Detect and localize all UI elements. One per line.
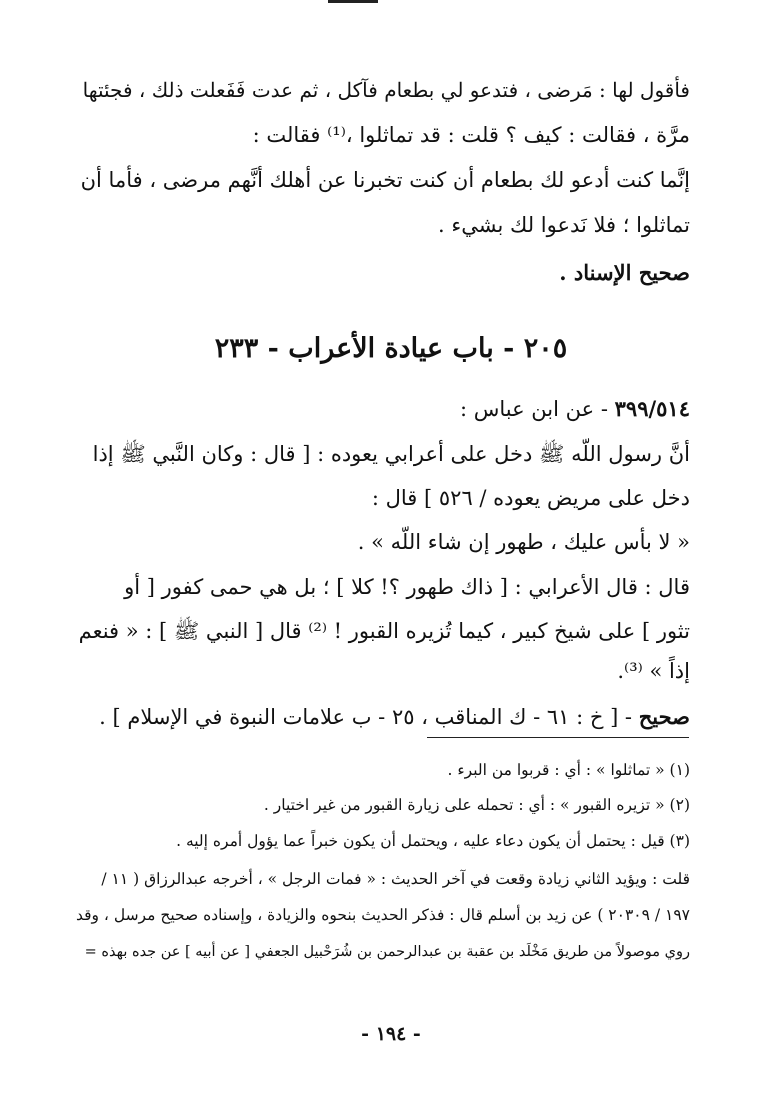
hadith-line-3: « لا بأس عليك ، طهور إن شاء اللّه » .: [357, 530, 690, 554]
body-line-3: إنَّما كنت أدعو لك بطعام أن كنت تخبرنا عن أهلك أنَّهم مرضى ، فأما أن: [80, 168, 690, 192]
hadith-line-1: أنَّ رسول اللّه ﷺ دخل على أعرابي يعوده : [ قال : وكان النَّبي ﷺ إذا: [92, 442, 690, 466]
body-line-2: مرَّة ، فقالت : كيف ؟ قلت : قد تماثلوا ،⁽¹⁾ فقالت :: [252, 123, 690, 147]
hadith-line-6: إذاً » ⁽³⁾.: [617, 659, 690, 683]
hadith-header: [460, 398, 690, 420]
chapter-heading: ٢٠٥ - باب عيادة الأعراب - ٢٣٣: [214, 333, 568, 364]
isnad-grade: صحيح الإسناد .: [559, 260, 690, 285]
hadith-grade-label: صحيح: [638, 704, 690, 729]
footnote-3: (٣) قيل : يحتمل أن يكون دعاء عليه ، ويحتمل أن يكون خبراً عما يؤول أمره إليه .: [176, 832, 690, 850]
hadith-grade-text: - [ خ : ٦١ - ك المناقب ، ٢٥ - ب علامات النبوة في الإسلام ] .: [99, 705, 633, 729]
hadith-number: ٣٩٩/٥١٤: [614, 396, 690, 421]
hadith-line-5: تثور ] على شيخ كبير ، كيما تُزيره القبور ! ⁽²⁾ قال [ النبي ﷺ ] : « فنعم: [78, 619, 690, 643]
footnote-3-cont-1: قلت : ويؤيد الثاني زيادة وقعت في آخر الحديث : « فمات الرجل » ، أخرجه عبدالرزاق ( ١١ /: [101, 870, 690, 888]
top-rule: [328, 0, 378, 3]
footnote-separator: [427, 737, 689, 738]
footnote-1: (١) « تماثلوا » : أي : قربوا من البرء .: [447, 761, 690, 779]
hadith-intro: - عن ابن عباس :: [459, 397, 608, 421]
hadith-line-4: قال : قال الأعرابي : [ ذاك طهور ؟! كلا ] ؛ بل هي حمى كفور [ أو: [124, 575, 690, 599]
page-number: - ١٩٤ -: [361, 1023, 421, 1045]
footnote-2: (٢) « تزيره القبور » : أي : تحمله على زيارة القبور من غير اختيار .: [263, 796, 690, 814]
hadith-grade: [99, 706, 690, 728]
footnote-3-cont-2: ١٩٧ / ٢٠٣٠٩ ) عن زيد بن أسلم قال : فذكر الحديث بنحوه والزيادة ، وإسناده صحيح مرسل ، وقد: [75, 906, 690, 924]
hadith-line-2: دخل على مريض يعوده / ٥٢٦ ] قال :: [371, 486, 690, 510]
body-line-4: تماثلوا ؛ فلا نَدعوا لك بشيء .: [438, 213, 690, 237]
footnote-3-cont-3: روي موصولاً من طريق مَخْلَد بن عقبة بن عبدالرحمن بن شُرَحْبيل الجعفي [ عن أبيه ] عن جده بهذه =: [84, 944, 690, 960]
body-line-1: فأقول لها : مَرضى ، فتدعو لي بطعام فآكل ، ثم عدت فَفَعلت ذلك ، فجئتها: [82, 78, 690, 102]
